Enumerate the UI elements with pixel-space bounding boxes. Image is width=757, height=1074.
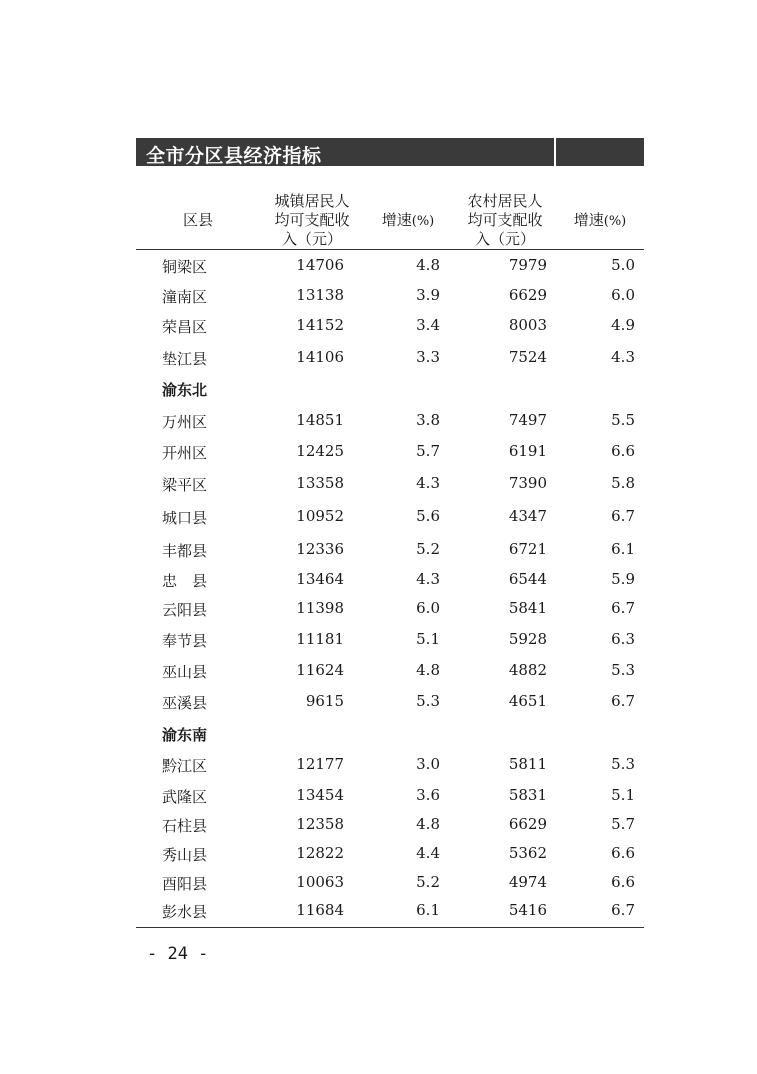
urban-income-cell: 11181 [296,630,344,648]
rural-growth-cell: 5.1 [611,786,635,804]
urban-income-cell: 10063 [296,873,344,891]
rural-growth-cell: 5.8 [611,474,635,492]
urban-growth-cell: 3.4 [416,316,440,334]
urban-growth-cell: 6.1 [416,901,440,919]
table-row [136,692,644,712]
header-rural-income: 农村居民人 均可支配收 入（元） [467,192,543,248]
rural-income-cell: 6629 [508,286,547,304]
rural-growth-cell: 5.9 [611,570,635,588]
urban-income-cell: 11398 [296,599,344,617]
section-label: 渝东北 [162,381,208,399]
district-cell: 奉节县 [162,632,208,650]
table-row [136,755,644,775]
rural-income-cell: 7979 [508,256,547,274]
table-row [136,901,644,921]
rural-growth-cell: 4.3 [611,348,635,366]
district-cell: 铜梁区 [162,258,208,276]
rural-growth-cell: 5.3 [611,661,635,679]
rural-growth-cell: 6.7 [611,507,635,525]
table-row [136,256,644,276]
district-cell: 巫溪县 [162,694,208,712]
district-cell: 梁平区 [162,476,208,494]
urban-growth-cell: 3.9 [416,286,440,304]
bottom-rule [136,927,644,928]
section-label: 渝东南 [162,726,208,744]
table-row [136,844,644,864]
rural-income-cell: 7524 [508,348,547,366]
rural-income-cell: 4974 [508,873,547,891]
header-urban-income: 城镇居民人 均可支配收 入（元） [274,192,350,248]
urban-income-cell: 13454 [296,786,344,804]
rural-income-cell: 5811 [508,755,547,773]
urban-growth-cell: 5.7 [416,442,440,460]
rural-income-cell: 5416 [508,901,547,919]
table-row [136,786,644,806]
rural-growth-cell: 5.7 [611,815,635,833]
urban-growth-cell: 4.3 [416,474,440,492]
urban-income-cell: 14706 [296,256,344,274]
urban-income-cell: 12425 [296,442,344,460]
district-cell: 黔江区 [162,757,208,775]
rural-income-cell: 7497 [508,411,547,429]
urban-income-cell: 10952 [296,507,344,525]
rural-growth-cell: 6.1 [611,540,635,558]
district-cell: 武隆区 [162,788,208,806]
urban-income-cell: 13358 [296,474,344,492]
urban-income-cell: 11624 [296,661,344,679]
urban-growth-cell: 3.0 [416,755,440,773]
district-cell: 潼南区 [162,288,208,306]
table-row [136,570,644,590]
rural-income-cell: 5362 [508,844,547,862]
rural-income-cell: 7390 [508,474,547,492]
rural-growth-cell: 6.0 [611,286,635,304]
rural-growth-cell: 5.5 [611,411,635,429]
rural-growth-cell: 5.0 [611,256,635,274]
district-cell: 开州区 [162,444,208,462]
table-row [136,540,644,560]
rural-income-cell: 6721 [508,540,547,558]
district-cell: 云阳县 [162,601,208,619]
rural-growth-cell: 6.7 [611,599,635,617]
rural-income-cell: 5928 [508,630,547,648]
urban-income-cell: 14106 [296,348,344,366]
district-cell: 彭水县 [162,903,208,921]
rural-income-cell: 6544 [508,570,547,588]
section-heading [136,724,644,744]
rural-income-cell: 6191 [508,442,547,460]
header-urban-growth: 增速(%) [381,211,435,229]
urban-growth-cell: 3.6 [416,786,440,804]
urban-income-cell: 11684 [296,901,344,919]
urban-growth-cell: 5.6 [416,507,440,525]
district-cell: 石柱县 [162,817,208,835]
table-row [136,661,644,681]
rural-income-cell: 4882 [508,661,547,679]
rural-growth-cell: 5.3 [611,755,635,773]
rural-growth-cell: 6.7 [611,901,635,919]
rural-income-cell: 4347 [508,507,547,525]
urban-income-cell: 13138 [296,286,344,304]
urban-income-cell: 14152 [296,316,344,334]
rural-growth-cell: 6.3 [611,630,635,648]
rural-growth-cell: 4.9 [611,316,635,334]
urban-income-cell: 12822 [296,844,344,862]
rural-income-cell: 5831 [508,786,547,804]
urban-growth-cell: 4.4 [416,844,440,862]
district-cell: 秀山县 [162,846,208,864]
district-cell: 荣昌区 [162,318,208,336]
header-rural-growth: 增速(%) [573,211,627,229]
rural-income-cell: 8003 [508,316,547,334]
district-cell: 酉阳县 [162,875,208,893]
urban-growth-cell: 6.0 [416,599,440,617]
table-row [136,507,644,527]
table-row [136,442,644,462]
page-number: - 24 - [147,944,209,964]
urban-growth-cell: 4.3 [416,570,440,588]
urban-income-cell: 12358 [296,815,344,833]
title-divider [554,138,556,166]
page-title: 全市分区县经济指标 [146,145,322,167]
rural-income-cell: 5841 [508,599,547,617]
urban-growth-cell: 5.1 [416,630,440,648]
district-cell: 忠 县 [162,572,208,590]
urban-income-cell: 12177 [296,755,344,773]
rural-income-cell: 4651 [508,692,547,710]
rural-growth-cell: 6.6 [611,442,635,460]
table-row [136,316,644,336]
district-cell: 丰都县 [162,542,208,560]
table-row [136,474,644,494]
urban-income-cell: 9615 [305,692,344,710]
urban-growth-cell: 5.2 [416,873,440,891]
urban-growth-cell: 5.2 [416,540,440,558]
district-cell: 垫江县 [162,350,208,368]
urban-growth-cell: 4.8 [416,815,440,833]
table-row [136,348,644,368]
district-cell: 巫山县 [162,663,208,681]
urban-income-cell: 12336 [296,540,344,558]
urban-growth-cell: 4.8 [416,256,440,274]
header-rule [136,249,644,250]
urban-growth-cell: 3.3 [416,348,440,366]
table-row [136,411,644,431]
district-cell: 城口县 [162,509,208,527]
urban-income-cell: 13464 [296,570,344,588]
rural-growth-cell: 6.7 [611,692,635,710]
urban-growth-cell: 4.8 [416,661,440,679]
section-heading [136,379,644,399]
rural-growth-cell: 6.6 [611,873,635,891]
district-cell: 万州区 [162,413,208,431]
urban-income-cell: 14851 [296,411,344,429]
title-bar [136,138,644,166]
header-district: 区县 [182,211,213,229]
table-row [136,630,644,650]
table-row [136,815,644,835]
urban-growth-cell: 3.8 [416,411,440,429]
table-row [136,873,644,893]
table-row [136,286,644,306]
table-row [136,599,644,619]
rural-income-cell: 6629 [508,815,547,833]
urban-growth-cell: 5.3 [416,692,440,710]
rural-growth-cell: 6.6 [611,844,635,862]
